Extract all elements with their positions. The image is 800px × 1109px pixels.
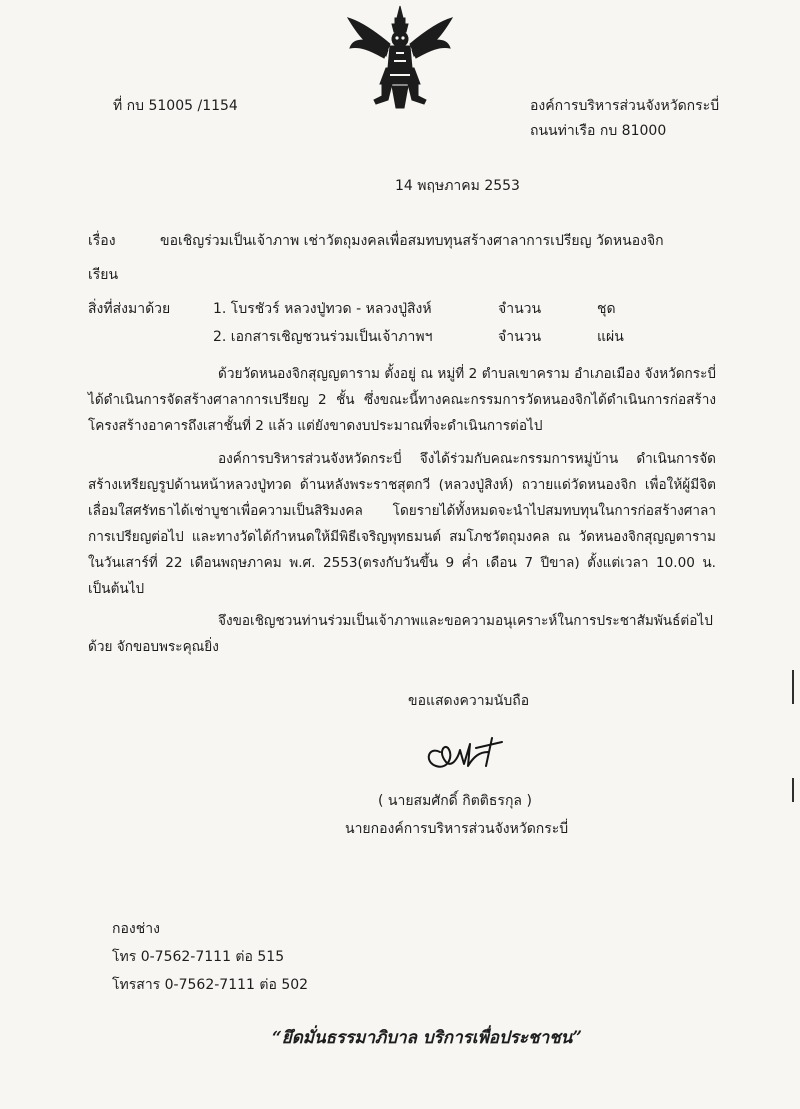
subject-label: เรื่อง	[88, 233, 116, 249]
body-paragraph: องค์การบริหารส่วนจังหวัดกระบี่ จึงได้ร่วมกับคณะกรรมการหมู่บ้าน ดำเนินการจัดสร้างเหรียญรูปด้านหน้าหลวงปู่ทวด ด้านหลังพระราชสุตกวี (หลวงปู่สิงห์) ถวายแด่วัดหนองจิก เพื่อให้ผู้มีจิตเลื่อมใสศรัทธาได้เช่าบูชาเพื่อความเป็นสิริมงคล โดยรายได้ทั้งหมดจะนำไปสมทบทุนในการก่อสร้างศาลาการเปรียญต่อไป และทางวัดได้กำหนดให้มีพิธีเจริญพุทธมนต์ สมโภชวัตถุมงคล ณ วัดหนองจิกสุญญตาราม ในวันเสาร์ที่ 22 เดือนพฤษภาคม พ.ศ. 2553(ตรงกับวันขึ้น 9 ค่ำ เดือน 7 ปีขาล) ตั้งแต่เวลา 10.00 น. เป็นต้นไป	[88, 451, 716, 597]
body-paragraph: จึงขอเชิญชวนท่านร่วมเป็นเจ้าภาพและขอความอนุเคราะห์ในการประชาสัมพันธ์ต่อไปด้วย จักขอบพระคุณยิ่ง	[88, 613, 713, 655]
scan-edge-mark	[792, 670, 794, 704]
enclosure-item-unit: ชุด	[597, 301, 616, 317]
body-paragraph: ด้วยวัดหนองจิกสุญญตาราม ตั้งอยู่ ณ หมู่ที่ 2 ตำบลเขาคราม อำเภอเมือง จังหวัดกระบี่ ได้ดำเนินการจัดสร้างศาลาการเปรียญ 2 ชั้น ซึ่งขณะนี้ทางคณะกรรมการวัดหนองจิกได้ดำเนินการก่อสร้างโครงสร้างอาคารถึงเสาชั้นที่ 2 แล้ว แต่ยังขาดงบประมาณที่จะดำเนินการต่อไป	[88, 366, 716, 434]
garuda-emblem-icon	[340, 4, 460, 114]
handwritten-signature-icon	[418, 722, 518, 782]
enclosures-label: สิ่งที่ส่งมาด้วย	[88, 301, 171, 317]
scan-edge-mark	[792, 778, 794, 802]
enclosure-item-unit: แผ่น	[597, 329, 624, 345]
enclosure-item-qty-label: จำนวน	[498, 329, 542, 345]
dear-label: เรียน	[88, 267, 119, 283]
contact-phone: โทร 0-7562-7111 ต่อ 515	[112, 949, 285, 965]
letter-date: 14 พฤษภาคม 2553	[395, 178, 520, 194]
enclosure-item-text: 2. เอกสารเชิญชวนร่วมเป็นเจ้าภาพฯ	[213, 329, 433, 345]
organization-address: ถนนท่าเรือ กบ 81000	[530, 123, 667, 139]
contact-department: กองช่าง	[112, 921, 160, 937]
signer-name: ( นายสมศักดิ์ กิตติธรกุล )	[378, 793, 532, 809]
enclosure-item-qty-label: จำนวน	[498, 301, 542, 317]
slogan: “ยึดมั่นธรรมาภิบาล บริการเพื่อประชาชน”	[272, 1028, 583, 1048]
organization-name: องค์การบริหารส่วนจังหวัดกระบี่	[530, 98, 720, 114]
signer-position: นายกองค์การบริหารส่วนจังหวัดกระบี่	[345, 821, 569, 837]
subject-text: ขอเชิญร่วมเป็นเจ้าภาพ เช่าวัตถุมงคลเพื่อสมทบทุนสร้างศาลาการเปรียญ วัดหนองจิก	[160, 233, 664, 249]
contact-fax: โทรสาร 0-7562-7111 ต่อ 502	[112, 977, 309, 993]
closing-phrase: ขอแสดงความนับถือ	[408, 693, 530, 709]
enclosure-item-text: 1. โบรชัวร์ หลวงปู่ทวด - หลวงปู่สิงห์	[213, 301, 432, 317]
reference-number: ที่ กบ 51005 /1154	[113, 98, 238, 114]
